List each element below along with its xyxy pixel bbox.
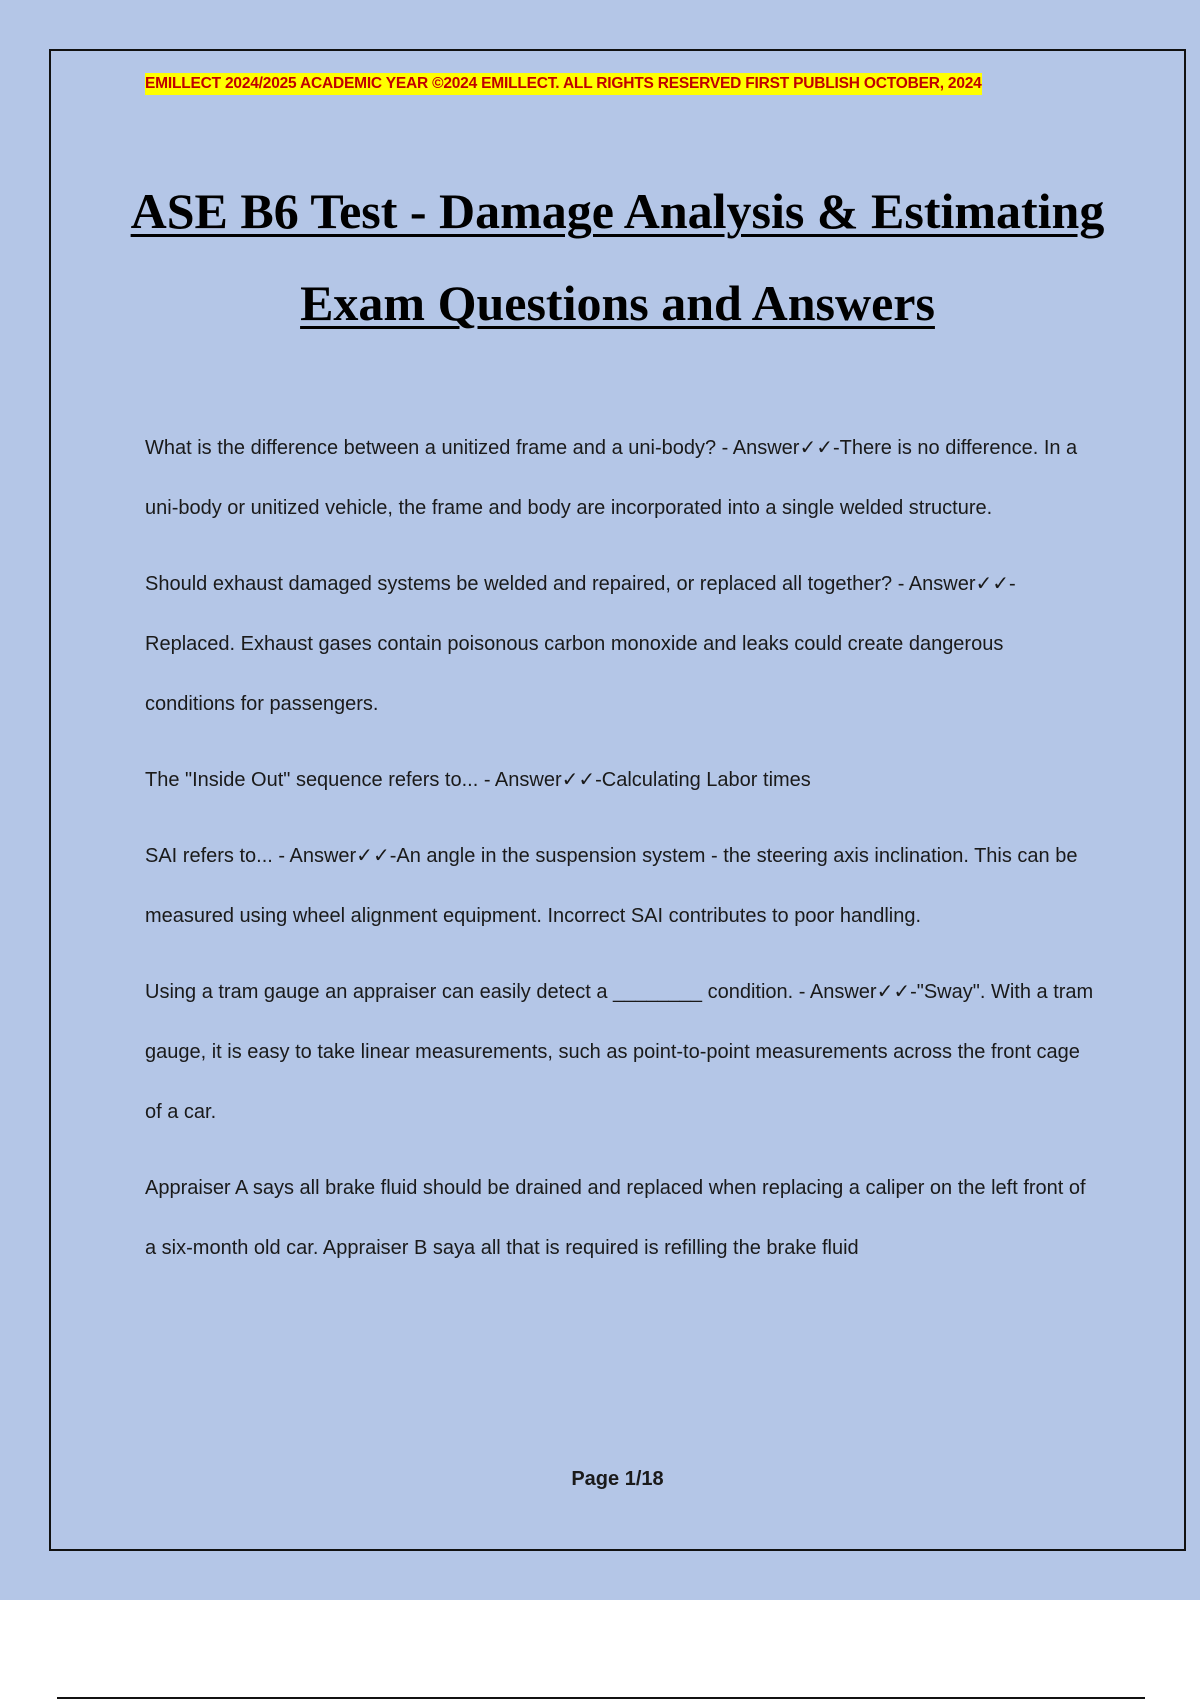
footer-divider [57,1697,1145,1699]
qa-item: The "Inside Out" sequence refers to... - Answer✓✓-Calculating Labor times [145,769,811,791]
qa-item: Appraiser A says all brake fluid should be drained and replaced when replacing a caliper on the left front of a six-month old car. Appraiser B saya all that is required is refilling the brake fluid [145,1177,1086,1259]
qa-item: Should exhaust damaged systems be welded and repaired, or replaced all together? - Answer✓✓-Replaced. Exhaust gases contain poisonous carbon monoxide and leaks could create dangerous conditions for passengers. [145,573,1016,715]
copyright-notice: EMILLECT 2024/2025 ACADEMIC YEAR ©2024 EMILLECT. ALL RIGHTS RESERVED FIRST PUBLISH OCTOBER, 2024 [145,73,982,95]
qa-item: What is the difference between a unitized frame and a uni-body? - Answer✓✓-There is no difference. In a uni-body or unitized vehicle, the frame and body are incorporated into a single welded structure. [145,437,1078,519]
qa-list [145,418,1095,1294]
document-title: ASE B6 Test - Damage Analysis & Estimating Exam Questions and Answers [130,183,1105,331]
qa-item: SAI refers to... - Answer✓✓-An angle in the suspension system - the steering axis inclination. This can be measured using wheel alignment equipment. Incorrect SAI contributes to poor handling. [145,845,1078,927]
qa-item: Using a tram gauge an appraiser can easily detect a ________ condition. - Answer✓✓-"Sway". With a tram gauge, it is easy to take linear measurements, such as point-to-point measurements across the front cage of a car. [145,981,1094,1123]
page-number: Page 1/18 [571,1468,664,1490]
